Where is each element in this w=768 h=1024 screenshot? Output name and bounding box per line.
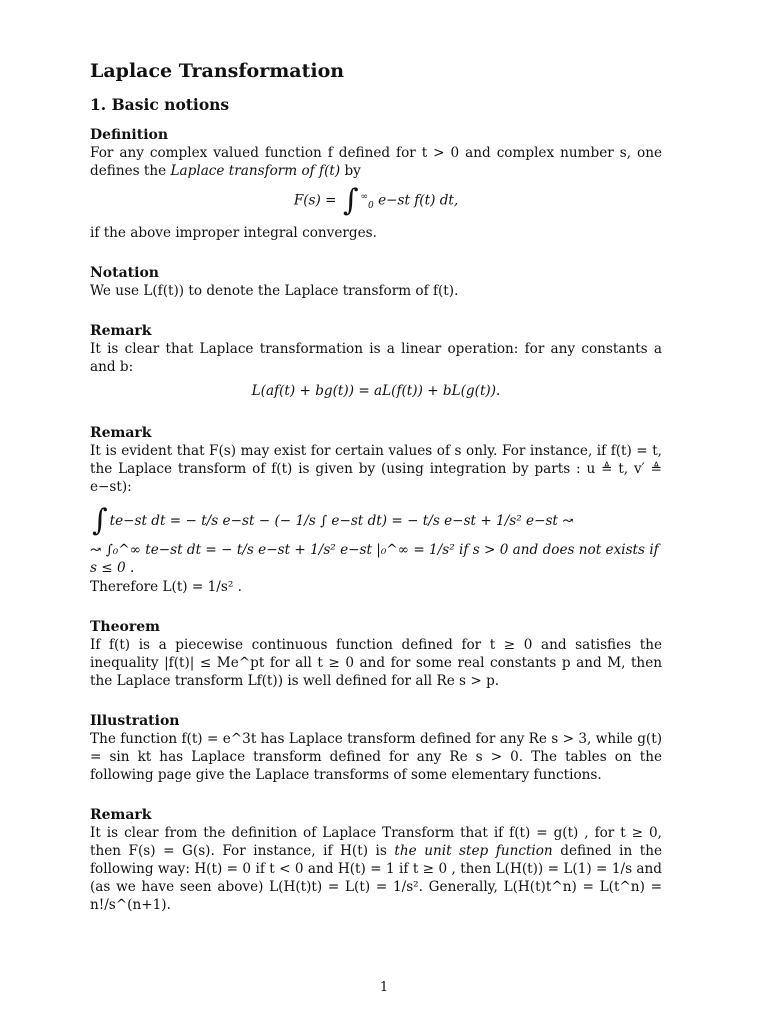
laplace-definition-formula <box>90 183 662 218</box>
definition-emph: Laplace transform of f(t) <box>170 163 341 179</box>
definition-text-a: For any complex valued function f defined for t > 0 and complex number s, one defines the <box>90 145 662 179</box>
theorem-text: If f(t) is a piecewise continuous function defined for t ≥ 0 and satisfies the inequality |f(t)| ≤ Me^pt for all t ≥ 0 and for some real constants p and M, then the Laplace transform Lf(t)) is well defined for all Re s > p. <box>90 637 662 689</box>
int-lower: 0 <box>368 201 374 212</box>
remark-heading-1: Remark <box>90 323 152 339</box>
therefore-line: Therefore L(t) = 1/s² . <box>90 579 242 595</box>
page-number: 1 <box>379 980 389 995</box>
remark-heading-2: Remark <box>90 425 152 441</box>
integration-line-2: ↝ ∫₀^∞ te−st dt = − t/s e−st + 1/s² e−st |₀^∞ = 1/s² if s > 0 and does not exists if s ≤ 0 . <box>90 542 659 576</box>
integral-sign: ∫ <box>92 503 108 538</box>
page-title: Laplace Transformation <box>90 60 345 82</box>
integration-line-1 <box>90 502 662 540</box>
remark-3-emph: the unit step function <box>394 843 553 859</box>
definition-text <box>90 144 662 180</box>
theorem-heading: Theorem <box>90 619 160 635</box>
remark-text-2: It is evident that F(s) may exist for certain values of s only. For instance, if f(t) = t, the Laplace transform of f(t) is given by (using integration by parts : u ≜ t, v′ ≜ e−st): <box>90 443 662 495</box>
remark-text-1: It is clear that Laplace transformation is a linear operation: for any constants a and b: <box>90 341 662 375</box>
remark-3-text-a: It is clear from the definition of Laplace Transform that if f(t) = g(t) , for t ≥ 0, then F(s) = G(s). For instance, if H(t) is <box>90 825 662 859</box>
remark-3-text-b: defined in the following way: H(t) = 0 if t < 0 and H(t) = 1 if t ≥ 0 , then L(H(t)) = L(1) = 1/s and (as we have seen above) L(H(t)t) = L(t) = 1/s². Generally, L(H(t)t^n) = L(t^n) = n!/s^(n+1). <box>90 843 663 913</box>
remark-heading-3: Remark <box>90 807 152 823</box>
formula-right: e−st f(t) dt, <box>378 192 459 209</box>
definition-after: if the above improper integral converges. <box>90 225 377 241</box>
document-page <box>90 56 662 920</box>
definition-text-b: by <box>344 163 361 179</box>
definition-heading: Definition <box>90 127 169 143</box>
section-heading: 1. Basic notions <box>90 95 230 114</box>
integral-sign: ∫ <box>342 183 359 218</box>
notation-heading: Notation <box>90 265 159 281</box>
formula-left: F(s) = <box>293 192 337 209</box>
linearity-formula: L(af(t) + bg(t)) = aL(f(t)) + bL(g(t)). <box>251 383 501 399</box>
illustration-heading: Illustration <box>90 713 180 729</box>
notation-text: We use L(f(t)) to denote the Laplace transform of f(t). <box>90 283 459 299</box>
int-upper: ∞ <box>360 191 369 202</box>
remark-text-3 <box>90 824 662 914</box>
integration-line-1-text: te−st dt = − t/s e−st − (− 1/s ∫ e−st dt) = − t/s e−st + 1/s² e−st ↝ <box>109 513 574 529</box>
illustration-text: The function f(t) = e^3t has Laplace transform defined for any Re s > 3, while g(t) = sin kt has Laplace transform defined for any Re s > 0. The tables on the following page give the Laplace transforms of some elementary functions. <box>90 731 662 783</box>
